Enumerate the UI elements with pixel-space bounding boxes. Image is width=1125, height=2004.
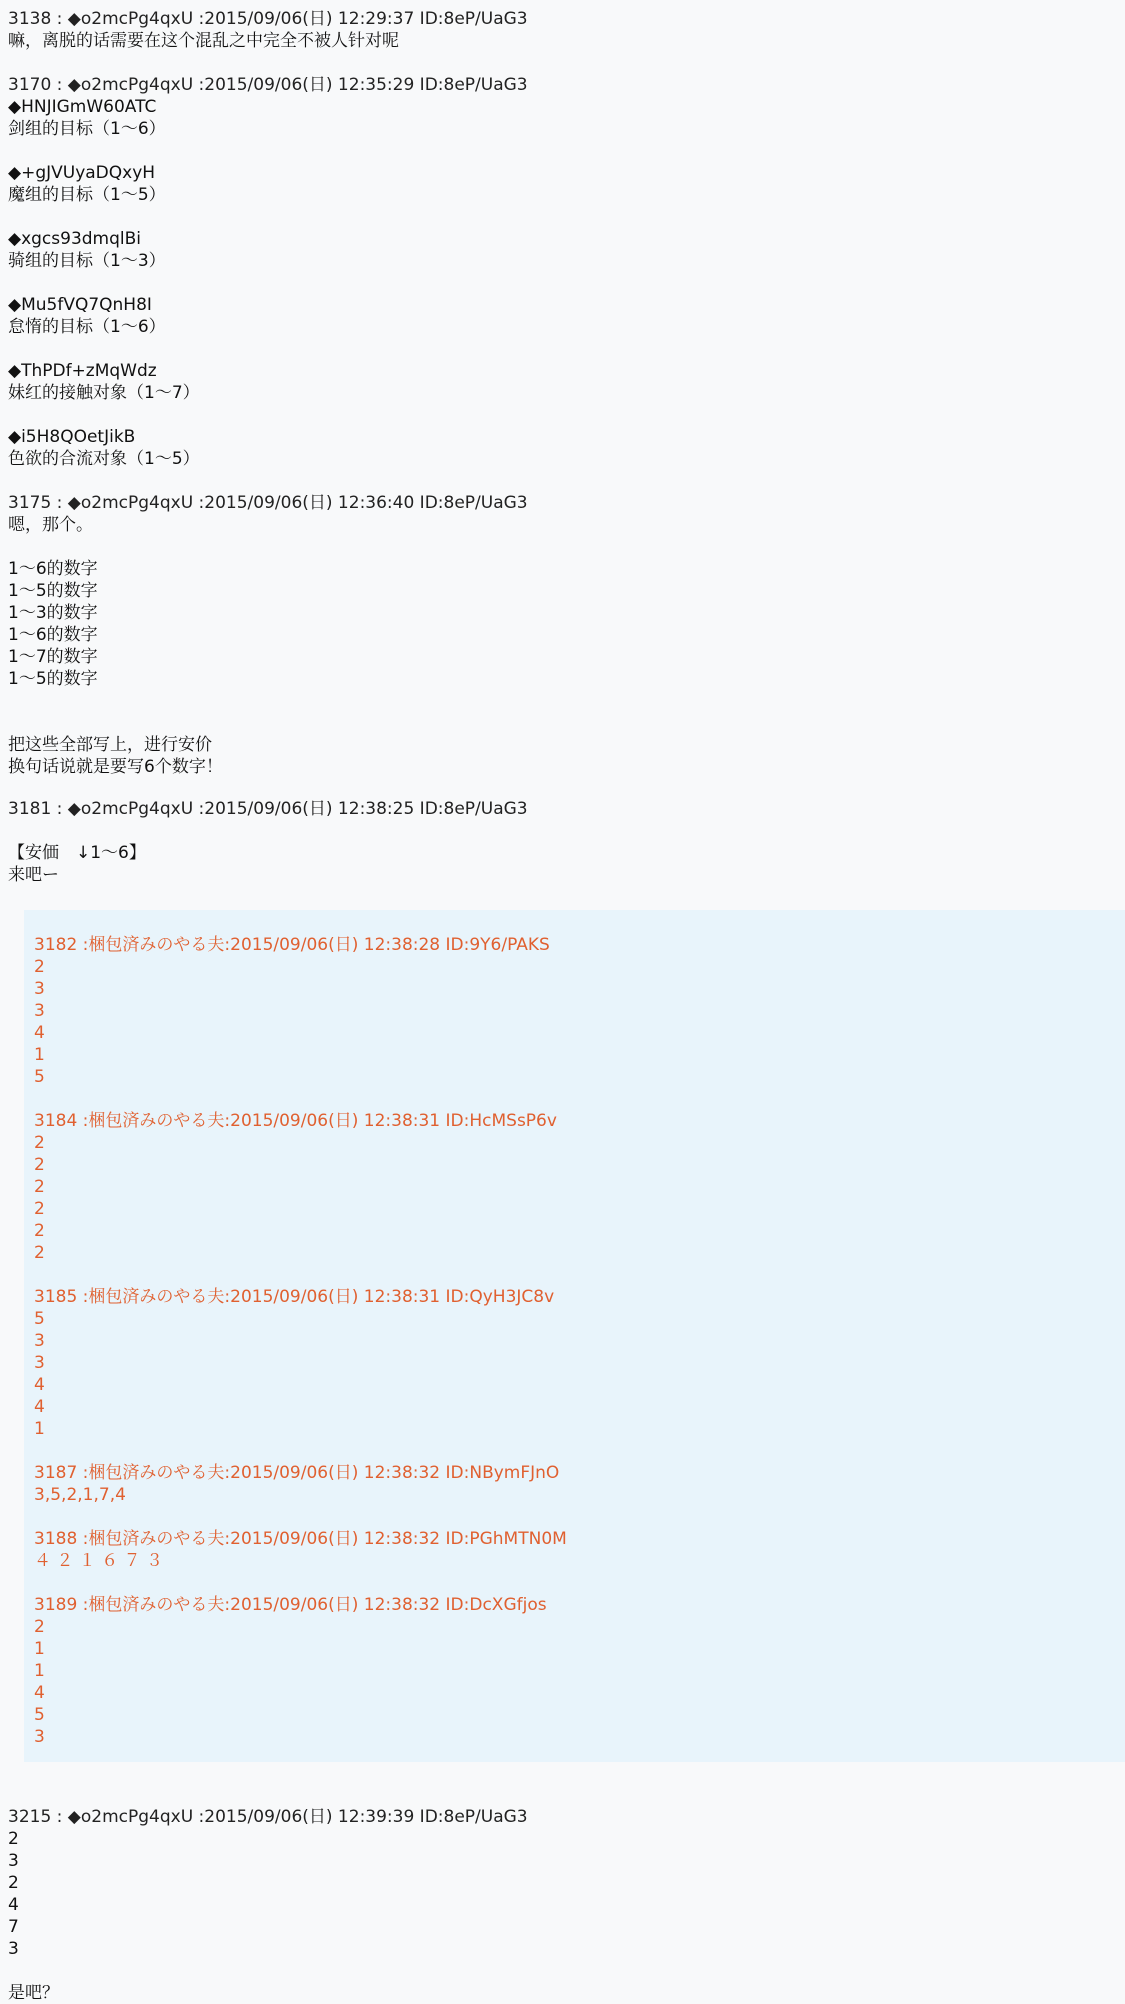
post-line: ◆i5H8QOetJikB [8, 427, 136, 447]
post-line: 3,5,2,1,7,4 [34, 1485, 126, 1505]
post [34, 1528, 567, 1572]
post-line [8, 272, 528, 294]
post-line: 1～6的数字 [8, 559, 98, 579]
post-header: 3182 :梱包済みのやる夫:2015/09/06(日) 12:38:28 ID:9Y6/PAKS [34, 935, 550, 955]
post-line: 4 [34, 1023, 45, 1043]
post-line: 7 [8, 1917, 19, 1937]
post-line [8, 536, 528, 558]
post-line: 1 [34, 1639, 45, 1659]
post-line: 3 [8, 1939, 19, 1959]
post-header: 3181 : ◆o2mcPg4qxU :2015/09/06(日) 12:38:25 ID:8eP/UaG3 [8, 799, 528, 819]
post [8, 1806, 528, 2004]
post-header: 3184 :梱包済みのやる夫:2015/09/06(日) 12:38:31 ID:HcMSsP6v [34, 1111, 557, 1131]
post-header: 3189 :梱包済みのやる夫:2015/09/06(日) 12:38:32 ID:DcXGfjos [34, 1595, 547, 1615]
post-line: 3 [34, 1727, 45, 1747]
post [8, 8, 528, 52]
post-line: ◆+gJVUyaDQxyH [8, 163, 156, 183]
post-line: 魔组的目标（1～5） [8, 185, 166, 205]
post [34, 1594, 547, 1748]
post-line: 5 [34, 1067, 45, 1087]
post-line: 2 [34, 957, 45, 977]
post-line: 1～5的数字 [8, 581, 98, 601]
post-line: 1～7的数字 [8, 647, 98, 667]
post-line: 5 [34, 1705, 45, 1725]
post-line: 1～3的数字 [8, 603, 98, 623]
post-line: 2 [34, 1617, 45, 1637]
post-line: 2 [34, 1177, 45, 1197]
post [8, 74, 528, 470]
post-line: 1 [34, 1419, 45, 1439]
post-line [8, 404, 528, 426]
post-line: 4 [34, 1683, 45, 1703]
post-line: ◆xgcs93dmqlBi [8, 229, 142, 249]
post [34, 934, 550, 1088]
post-header: 3138 : ◆o2mcPg4qxU :2015/09/06(日) 12:29:37 ID:8eP/UaG3 [8, 9, 528, 29]
post-header: 3170 : ◆o2mcPg4qxU :2015/09/06(日) 12:35:29 ID:8eP/UaG3 [8, 75, 528, 95]
post-line: 是吧？ [8, 1983, 59, 2003]
post-header: 3187 :梱包済みのやる夫:2015/09/06(日) 12:38:32 ID:NBymFJnO [34, 1463, 560, 1483]
post-line: ◆ThPDf+zMqWdz [8, 361, 157, 381]
post-line [8, 712, 528, 734]
post-line: 2 [34, 1243, 45, 1263]
post-line: 1 [34, 1661, 45, 1681]
post-line: 3 [34, 1331, 45, 1351]
post-line: 4 [8, 1895, 19, 1915]
post-line: 3 [34, 979, 45, 999]
post-line: 1～6的数字 [8, 625, 98, 645]
post-line: 来吧ー [8, 865, 59, 885]
post-header: 3185 :梱包済みのやる夫:2015/09/06(日) 12:38:31 ID:QyH3JC8v [34, 1287, 555, 1307]
post-line: 3 [34, 1353, 45, 1373]
post-line: ◆Mu5fVQ7QnH8I [8, 295, 152, 315]
post-line: ４ ２ １ ６ ７ ３ [34, 1551, 164, 1571]
post-line: 5 [34, 1309, 45, 1329]
post-line: 3 [8, 1851, 19, 1871]
post-line: 妹红的接触对象（1～7） [8, 383, 200, 403]
post-line: 2 [8, 1873, 19, 1893]
post [34, 1110, 557, 1264]
post-line: 4 [34, 1397, 45, 1417]
post-line: 2 [34, 1199, 45, 1219]
post-line [8, 140, 528, 162]
post-line: 嘛，离脱的话需要在这个混乱之中完全不被人针对呢 [8, 31, 399, 51]
post-line: 剑组的目标（1～6） [8, 119, 166, 139]
post-line [8, 690, 528, 712]
post [8, 798, 528, 886]
post-line: 2 [8, 1829, 19, 1849]
post-line: 【安価 ↓1～6】 [8, 843, 146, 863]
post [34, 1462, 559, 1506]
post-line: 2 [34, 1133, 45, 1153]
post-line: 4 [34, 1375, 45, 1395]
post-line: 嗯，那个。 [8, 515, 93, 535]
post-line: ◆HNJIGmW60ATC [8, 97, 157, 117]
post-header: 3175 : ◆o2mcPg4qxU :2015/09/06(日) 12:36:40 ID:8eP/UaG3 [8, 493, 528, 513]
post-line: 2 [34, 1221, 45, 1241]
post-line: 1 [34, 1045, 45, 1065]
post-line [8, 338, 528, 360]
post-line [8, 206, 528, 228]
post-line: 2 [34, 1155, 45, 1175]
post [34, 1286, 554, 1440]
post-line [8, 820, 528, 842]
post-line: 骑组的目标（1～3） [8, 251, 166, 271]
post [8, 492, 528, 778]
post-line: 怠惰的目标（1～6） [8, 317, 166, 337]
post-line: 换句话说就是要写6个数字！ [8, 757, 223, 777]
post-header: 3188 :梱包済みのやる夫:2015/09/06(日) 12:38:32 ID:PGhMTN0M [34, 1529, 567, 1549]
post-line [8, 1960, 528, 1982]
post-line: 1～5的数字 [8, 669, 98, 689]
post-line: 把这些全部写上，进行安价 [8, 735, 212, 755]
post-line: 3 [34, 1001, 45, 1021]
post-header: 3215 : ◆o2mcPg4qxU :2015/09/06(日) 12:39:39 ID:8eP/UaG3 [8, 1807, 528, 1827]
post-line: 色欲的合流对象（1～5） [8, 449, 200, 469]
